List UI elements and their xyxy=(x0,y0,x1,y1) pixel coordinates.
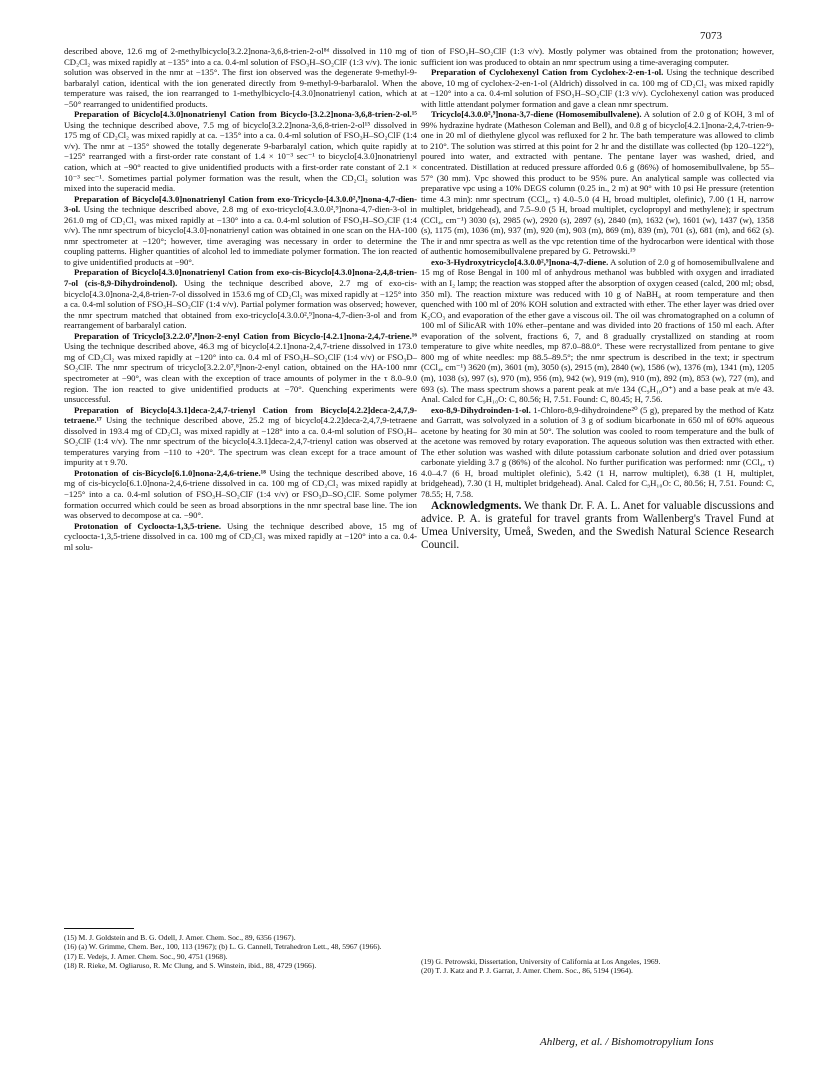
footnotes-right xyxy=(421,957,774,976)
left-column xyxy=(64,46,417,552)
paragraph: described above, 12.6 mg of 2-methylbicyclo[3.2.2]nona-3,6,8-trien-2-ol⁸ᵈ dissolved in 110 mg of CD₂Cl₂ was mixed rapidly at −135° into a ca. 0.4-ml solution of FSO₃H–SO₂ClF (1:3 v/v). The ionic solution was observed in the nmr at −135°. The first ion observed was the degenerate 9-methyl-9-barbaralyl cation, identical with the ion generated directly from 9-methyl-9-barbaralol. When the temperature was raised, the ion rearranged to 1-methylbicyclo-[4.3.0]nonatrienyl cation, which at −50° rearranged to unidentified products. xyxy=(64,46,417,109)
paragraph: Preparation of Bicyclo[4.3.0]nonatrienyl Cation from exo-Tricyclo-[4.3.0.0²,⁹]nona-4,7-dien-3-ol. Using the technique described above, 2.8 mg of exo-tricyclo[4.3.0.0²,⁹]nona-4,7-dien-3-ol in 261.0 mg of CD₂Cl₂ was mixed rapidly at −130° into a ca. 0.4-ml solution of FSO₃H–SO₂ClF (1:4 v/v). The nmr spectrum of bicyclo[4.3.0]-nonatrienyl cation was obtained in one scan on the HA-100 nmr spectrometer at −120°; however, time averaging was necessary in order to determine the coupling patterns. Higher quantities of alcohol led to immediate polymer formation. The ion reacted to give unidentified products at −90°. xyxy=(64,193,417,267)
acknowledgments: Acknowledgments. We thank Dr. F. A. L. Anet for valuable discussions and advice. P. A. is grateful for travel grants from Wallenberg's Travel Fund at Umea University, Umeå, Sweden, and the Swedish Natural Science Research Council. xyxy=(421,499,774,552)
footnote: (20) T. J. Katz and P. J. Garrat, J. Amer. Chem. Soc., 86, 5194 (1964). xyxy=(421,966,633,976)
running-footer: Ahlberg, et al. / Bishomotropylium Ions xyxy=(540,1036,714,1048)
footnote-rule xyxy=(64,928,134,929)
footnote: (18) R. Rieke, M. Ogliaruso, R. Mc Clung, and S. Winstein, ibid., 88, 4729 (1966). xyxy=(64,961,317,971)
footnote: (15) M. J. Goldstein and B. G. Odell, J. Amer. Chem. Soc., 89, 6356 (1967). xyxy=(64,933,296,942)
footnotes-left xyxy=(64,928,417,971)
paragraph: exo-3-Hydroxytricyclo[4.3.0.0²,⁹]nona-4,7-diene. A solution of 2.0 g of homosemibullvalene and 15 mg of Rose Bengal in 100 ml of anhydrous methanol was bubbled with oxygen and irradiated with an I₂ lamp; the reaction was stopped after the absorption of oxygen ceased (calcd, 200 ml; obsd, 350 ml). The reaction mixture was reduced with 10 g of NaBH₄ at room temperature and then quenched with 100 ml of 20% KOH solution and extracted with ether. The ether layer was dried over K₂CO₃ and evaporation of the ether gave a viscous oil. The oil was chromatographed on a column of 100 ml of SilicAR with 10% ether–pentane and was divided into 20 fractions of 150 ml each. After evaporation of the solvent, fractions 6, 7, and 8 gradually crystallized on standing at room temperature to give white needles, mp 87.0–88.0°. These were recrystallized from pentane to give 800 mg of white needles: mp 88.5–89.5°; the nmr spectrum is described in the text; ir spectrum (CCl₄, cm⁻¹) 3620 (m), 3601 (m), 3050 (s), 2915 (m), 2840 (w), 1586 (w), 1376 (m), 1341 (m), 1205 (m), 1038 (s), 997 (s), 970 (m), 956 (m), 942 (w), 919 (m), 910 (m), 892 (m), 853 (w), 727 (m), and 693 (s). The mass spectrum shows a parent peak at m/e 134 (C₉H₁₀O⁺) and a base peak at m/e 43. Anal. Calcd for C₉H₁₀O: C, 80.56; H, 7.51. Found: C, 80.45; H, 7.56. xyxy=(421,256,774,405)
paragraph: Preparation of Bicyclo[4.3.0]nonatrienyl Cation from Bicyclo-[3.2.2]nona-3,6,8-trien-2-ol.¹⁵ Using the technique described above, 7.5 mg of bicyclo[3.2.2]nona-3,6,8-trien-2-ol¹⁵ dissolved in 175 mg of CD₂Cl₂ was mixed rapidly at ca. −135° into a ca. 0.4-ml solution of FSO₃H–SO₂ClF (1:4 v/v). The nmr at −135° showed the totally degenerate 9-barbaralyl cation, which quite rapidly at −125° rearranged with a first-order rate constant of 1.4 × 10⁻³ sec⁻¹ to bicyclo[4.3.0]nonatrienyl cation, which at −90° reacted to give unidentified products with a first-order rate constant of 2.1 × 10⁻³ sec⁻¹. Sometimes partial polymer formation was the result, when the CD₂Cl₂ solution was mixed into the superacid media. xyxy=(64,109,417,194)
paragraph: exo-8,9-Dihydroinden-1-ol. 1-Chloro-8,9-dihydroindene²⁰ (5 g), prepared by the method of Katz and Garratt, was solvolyzed in a solution of 3 g of sodium bicarbonate in 650 ml of 60% aqueous acetone by heating for 30 min at 50°. The solution was cooled to room temperature and the bulk of the acetone was removed by rotary evaporation. The aqueous solution was then extracted with ether. The ether solution was washed with dilute potassium carbonate solution and dried over potassium carbonate yielding 3.7 g (86%) of the alcohol. No further purification was performed: nmr (CCl₄, τ) 4.0–4.7 (6 H, broad multiplet olefinic), 5.42 (1 H, narrow multiplet), 6.38 (1 H, multiplet, bridgehead), 7.30 (1 H, multiplet bridgehead). Anal. Calcd for C₉H₁₀O: C, 80.56; H, 7.51. Found: C, 78.55; H, 7.58. xyxy=(421,404,774,499)
paragraph: Preparation of Bicyclo[4.3.1]deca-2,4,7-trienyl Cation from Bicyclo[4.2.2]deca-2,4,7,9-tetraene.¹⁷ Using the technique described above, 25.2 mg of bicyclo[4.2.2]deca-2,4,7,9-tetraene dissolved in 193.4 mg of CD₂Cl₂ was mixed rapidly at −128° into a ca. 0.4-ml solution of FSO₃H–SO₂ClF (1:4 v/v). The nmr spectrum of the bicyclo[4.3.1]deca-2,4,7-trienyl cation was observed at temperatures varying from −110 to +20°. The spectrum was clean except for a trace amount of impurity at τ 9.70. xyxy=(64,404,417,468)
right-column xyxy=(421,46,774,552)
page-number: 7073 xyxy=(700,30,722,42)
footnote: (17) E. Vedejs, J. Amer. Chem. Soc., 90, 4751 (1968). xyxy=(64,951,228,961)
paragraph: tion of FSO₃H–SO₂ClF (1:3 v/v). Mostly polymer was obtained from the protonation; however, sufficient ion was produced to obtain an nmr spectrum using a time-averaging computer. xyxy=(421,46,774,67)
paragraph: Preparation of Tricyclo[3.2.2.0⁷,⁸]non-2-enyl Cation from Bicyclo-[4.2.1]nona-2,4,7-triene.¹⁶ Using the technique described above, 46.3 mg of bicyclo[4.2.1]nona-2,4,7-triene dissolved in 173.0 mg of CD₂Cl₂ was mixed rapidly at −120° into ca. 0.4 ml of FSO₃H–SO₂ClF (1:4 v/v) or FSO₃D–SO₂ClF. The nmr spectrum of tricyclo[3.2.2.0⁷,⁸]non-2-enyl cation, obtained on the HA-100 nmr spectrometer at −90°, was clean with the exception of trace amounts of polymer in the τ 8.0–9.0 region. The ion reacted to give unidentified products at −70°. Quenching experiments were unsuccessful. xyxy=(64,330,417,405)
paragraph: Protonation of Cycloocta-1,3,5-triene. Using the technique described above, 15 mg of cycloocta-1,3,5-triene dissolved in ca. 100 mg of CD₂Cl₂ was mixed rapidly at −120° into a ca. 0.4-ml solu- xyxy=(64,520,417,552)
paragraph: Preparation of Bicyclo[4.3.0]nonatrienyl Cation from exo-cis-Bicyclo[4.3.0]nona-2,4,8-trien-7-ol (cis-8,9-Dihydroindenol). Using the technique described above, 2.7 mg of exo-cis-bicyclo[4.3.0]nona-2,4,8-trien-7-ol dissolved in 153.6 mg of CD₂Cl₂ was mixed rapidly at −125° into a ca. 0.4-ml solution of FSO₃H–SO₂ClF (1:4 v/v). Partial polymer formation was observed; however, the nmr spectrum matched that obtained from exo-tricyclo[4.3.0.0²,⁹]nona-4,7-dien-3-ol and from rearrangement of barbaralyl cation. xyxy=(64,267,417,331)
paragraph: Preparation of Cyclohexenyl Cation from Cyclohex-2-en-1-ol. Using the technique described above, 10 mg of cyclohex-2-en-1-ol (Aldrich) dissolved in ca. 100 mg of CD₂Cl₂ was mixed rapidly at −120° into a ca. 0.4-ml solution of FSO₃H–SO₂ClF (1:3 v/v). Cyclohexenyl cation was produced with little attendant polymer formation and gave a clean nmr spectrum. xyxy=(421,67,774,109)
paragraph: Tricyclo[4.3.0.0²,⁹]nona-3,7-diene (Homosemibullvalene). A solution of 2.0 g of KOH, 3 ml of 99% hydrazine hydrate (Matheson Coleman and Bell), and 0.8 g of bicyclo[4.2.1]nona-2,4,7-trien-9-one in 20 ml of diethylene glycol was refluxed for 2 hr. The bath temperature was allowed to climb to 210°. The solution was stirred at this point for 2 hr and the distillate was collected (bp 120–122°), poured into water, and extracted with pentane. The pentane layer was washed, dried, and concentrated. Distillation at reduced pressure afforded 0.6 g (86%) of homosemibullvalene, bp 55–57° (30 mm). Vpc showed this product to be 95% pure. An analytical sample was collected via preparative vpc using a 10% DEGS column (0.25 in., 2 m) at 90° with 10 psi He pressure (retention time 4.3 min): nmr spectrum (CCl₄, τ) 4.0–5.0 (4 H, broad multiplet, olefinic), 7.00 (1 H, narrow multiplet, bridgehead), and 7.5–9.0 (5 H, broad multiplet, cyclopropyl and methylene); ir spectrum (CCl₄, cm⁻¹) 3030 (s), 2985 (w), 2920 (s), 2897 (s), 2840 (m), 1632 (w), 1601 (w), 1437 (w), 1358 (s), 1175 (m), 1036 (m), 937 (m), 920 (m), 903 (m), 869 (m), 839 (m), 701 (s), 681 (m), and 662 (s). The ir and nmr spectra as well as the vpc retention time of the hydrocarbon were identical with those of authentic homosemibullvalene prepared by G. Petrowski.¹⁹ xyxy=(421,109,774,257)
footnote: (19) G. Petrowski, Dissertation, University of California at Los Angeles, 1969. xyxy=(421,957,661,966)
footnote: (16) (a) W. Grimme, Chem. Ber., 100, 113 (1967); (b) L. G. Cannell, Tetrahedron Lett., 48, 5967 (1966). xyxy=(64,942,382,952)
paragraph: Protonation of cis-Bicyclo[6.1.0]nona-2,4,6-triene.¹⁸ Using the technique described above, 16 mg of cis-bicyclo[6.1.0]nona-2,4,6-triene dissolved in ca. 100 mg of CD₂Cl₂ was mixed rapidly at −125° into a ca. 0.4-ml solution of FSO₃H–SO₂ClF (1:4 v/v) or FSO₃D–SO₂ClF. Some polymer formation occurred which could be seen as broad absorptions in the nmr spectral base line. The ion was observed to decompose at ca. −90°. xyxy=(64,467,417,521)
